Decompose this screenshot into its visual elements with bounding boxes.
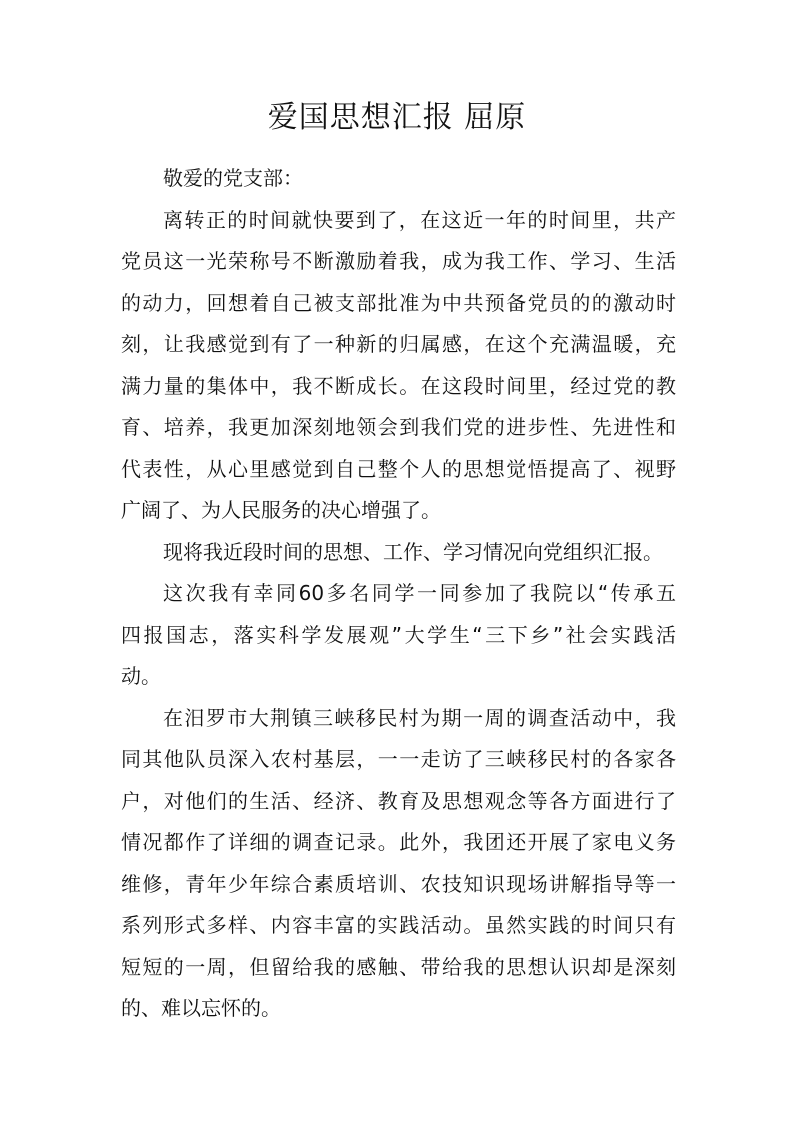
salutation: 敬爱的党支部： (163, 166, 303, 190)
paragraph-2-line-1: 现将我近段时间的思想、工作、学习情况向党组织汇报。 (163, 539, 663, 564)
paragraph-1-line-2: 党员这一光荣称号不断激励着我，成为我工作、学习、生活 (121, 249, 676, 273)
paragraph-3-line-1: 这次我有幸同60多名同学一同参加了我院以“传承五 (163, 581, 676, 605)
paragraph-4-line-6: 系列形式多样、内容丰富的实践活动。虽然实践的时间只有 (121, 913, 676, 937)
paragraph-1-line-5: 满力量的集体中，我不断成长。在这段时间里，经过党的教 (121, 373, 676, 398)
paragraph-4-line-5: 维修，青年少年综合素质培训、农技知识现场讲解指导等一 (121, 871, 676, 896)
paragraph-1-line-3: 的动力，回想着自己被支部批准为中共预备党员的的激动时 (121, 290, 676, 315)
paragraph-4-line-4: 情况都作了详细的调查记录。此外，我团还开展了家电义务 (121, 830, 676, 854)
paragraph-1-line-1: 离转正的时间就快要到了，在这近一年的时间里，共产 (163, 207, 676, 232)
paragraph-1-line-6: 育、培养，我更加深刻地领会到我们党的进步性、先进性和 (121, 415, 676, 439)
paragraph-4-line-7: 短短的一周，但留给我的感触、带给我的思想认识却是深刻 (121, 954, 676, 979)
paragraph-1-line-7: 代表性，从心里感觉到自己整个人的思想觉悟提高了、视野 (121, 456, 676, 481)
paragraph-3-line-2: 四报国志，落实科学发展观”大学生“三下乡”社会实践活 (121, 622, 676, 647)
paragraph-4-line-8: 的、难以忘怀的。 (121, 996, 281, 1020)
document-body (121, 158, 676, 1030)
paragraph-1-line-4: 刻，让我感觉到有了一种新的归属感，在这个充满温暖，充 (121, 332, 676, 356)
paragraph-1-line-8: 广阔了、为人民服务的决心增强了。 (121, 498, 441, 522)
document-title: 爱国思想汇报 屈原 (267, 100, 527, 135)
paragraph-4-line-2: 同其他队员深入农村基层，一一走访了三峡移民村的各家各 (121, 747, 676, 771)
paragraph-4-line-3: 户，对他们的生活、经济、教育及思想观念等各方面进行了 (121, 788, 676, 813)
paragraph-3-line-3: 动。 (121, 664, 161, 688)
paragraph-4-line-1: 在汨罗市大荆镇三峡移民村为期一周的调查活动中，我 (163, 705, 676, 730)
